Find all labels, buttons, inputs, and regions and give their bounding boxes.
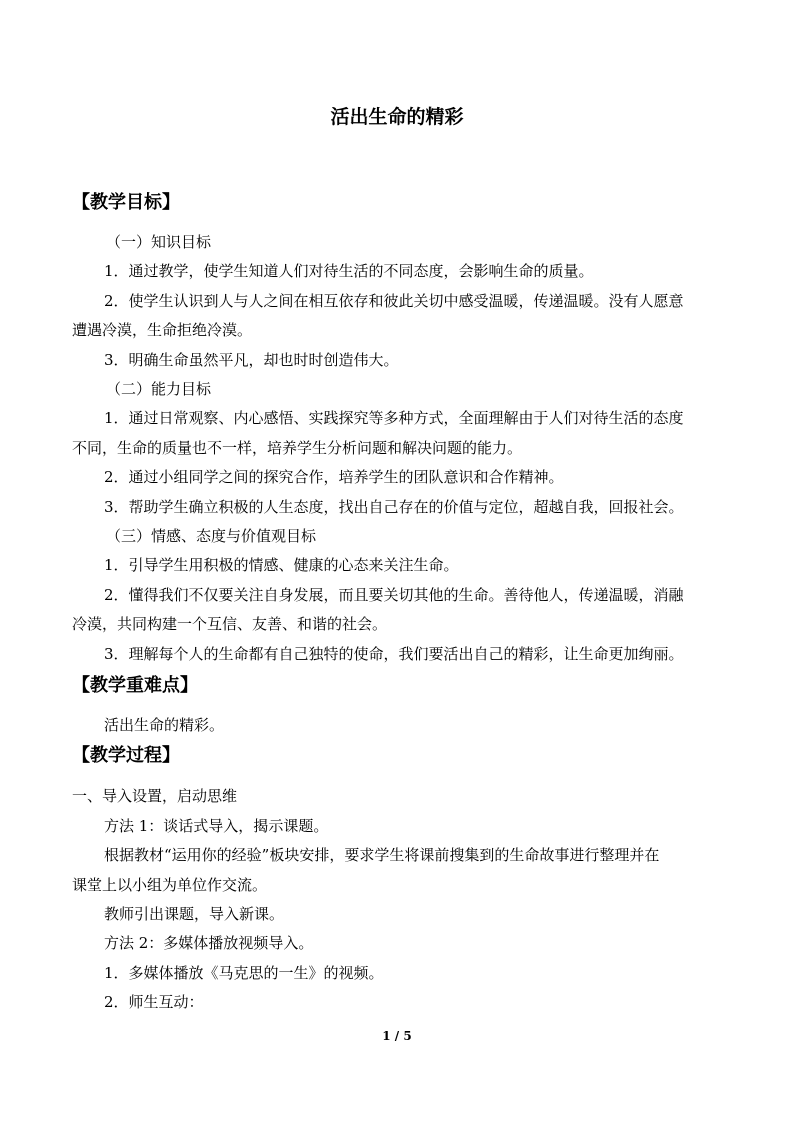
ability-item-1-line-1: 1．通过日常观察、内心感悟、实践探究等多种方式，全面理解由于人们对待生活的态度 — [104, 409, 684, 427]
method-1-heading: 方法 1：谈话式导入，揭示课题。 — [104, 817, 329, 835]
page-number: 1 / 5 — [382, 1029, 412, 1043]
method-2-heading: 方法 2：多媒体播放视频导入。 — [104, 934, 314, 952]
emotion-item-2-line-1: 2．懂得我们不仅要关注自身发展，而且要关切其他的生命。善待他人，传递温暖，消融 — [104, 586, 684, 604]
knowledge-item-2-line-1: 2．使学生认识到人与人之间在相互依存和彼此关切中感受温暖，传递温暖。没有人愿意 — [104, 292, 684, 310]
section-heading-keypoints: 【教学重难点】 — [72, 675, 198, 696]
section-heading-process: 【教学过程】 — [72, 745, 180, 766]
knowledge-heading: （一）知识目标 — [106, 233, 212, 251]
method-1-text-line-1: 根据教材“运用你的经验”板块安排，要求学生将课前搜集到的生命故事进行整理并在 — [104, 846, 660, 864]
emotion-item-1: 1．引导学生用积极的情感、健康的心态来关注生命。 — [104, 556, 459, 574]
emotion-item-2-line-2: 冷漠，共同构建一个互信、友善、和谐的社会。 — [72, 615, 388, 633]
keypoint-item-1: 活出生命的精彩。 — [104, 716, 225, 734]
method-2-item-1: 1．多媒体播放《马克思的一生》的视频。 — [104, 964, 384, 982]
ability-heading: （二）能力目标 — [106, 380, 212, 398]
knowledge-item-2-line-2: 遭遇冷漠，生命拒绝冷漠。 — [72, 321, 253, 339]
emotion-heading: （三）情感、态度与价值观目标 — [106, 527, 317, 545]
method-1-text-line-3: 教师引出课题，导入新课。 — [104, 905, 285, 923]
section-heading-objectives: 【教学目标】 — [72, 192, 180, 213]
ability-item-1-line-2: 不同，生命的质量也不一样，培养学生分析问题和解决问题的能力。 — [72, 439, 523, 457]
process-step-1: 一、导入设置，启动思维 — [72, 787, 238, 805]
document-title: 活出生命的精彩 — [330, 106, 464, 128]
ability-item-3: 3．帮助学生确立积极的人生态度，找出自己存在的价值与定位，超越自我，回报社会。 — [104, 498, 684, 516]
knowledge-item-1: 1．通过教学，使学生知道人们对待生活的不同态度，会影响生命的质量。 — [104, 262, 594, 280]
method-1-text-line-2: 课堂上以小组为单位作交流。 — [72, 876, 268, 894]
method-2-item-2: 2．师生互动： — [104, 993, 204, 1011]
ability-item-2: 2．通过小组同学之间的探究合作，培养学生的团队意识和合作精神。 — [104, 468, 564, 486]
emotion-item-3: 3．理解每个人的生命都有自己独特的使命，我们要活出自己的精彩，让生命更加绚丽。 — [104, 645, 684, 663]
knowledge-item-3: 3．明确生命虽然平凡，却也时时创造伟大。 — [104, 351, 399, 369]
